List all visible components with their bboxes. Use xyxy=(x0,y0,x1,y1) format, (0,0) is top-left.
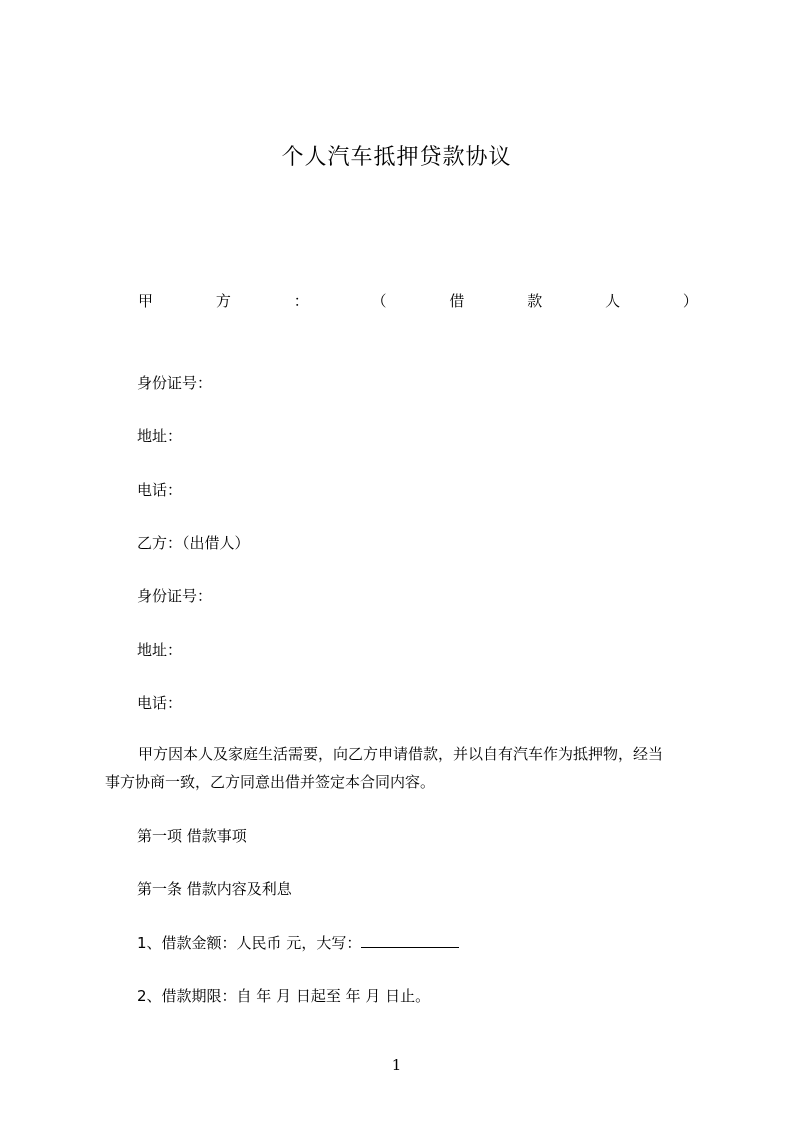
party-b-id-label: 身份证号： xyxy=(137,587,213,605)
party-a-phone-label: 电话： xyxy=(137,481,183,499)
page-number: 1 xyxy=(391,1056,402,1074)
intro-line-2: 事方协商一致，乙方同意出借并签定本合同内容。 xyxy=(105,773,436,791)
party-a-char: 借 xyxy=(449,292,465,310)
clause-loan-amount-text: 1、借款金额：人民币 元，大写： xyxy=(137,934,362,952)
party-a-char: 甲 xyxy=(138,292,154,310)
party-a-char: ： xyxy=(293,292,309,310)
intro-paragraph xyxy=(105,740,705,796)
party-a-char: 人 xyxy=(605,292,621,310)
party-a-char: ） xyxy=(682,292,698,310)
party-a-char: 方 xyxy=(215,292,231,310)
party-a-heading xyxy=(138,290,698,312)
section-heading: 第一项 借款事项 xyxy=(137,827,247,845)
amount-in-words-blank[interactable] xyxy=(361,933,459,948)
party-a-address-label: 地址： xyxy=(137,427,183,445)
party-a-id-label: 身份证号： xyxy=(137,374,213,392)
article-heading: 第一条 借款内容及利息 xyxy=(137,880,292,898)
party-b-phone-label: 电话： xyxy=(137,694,183,712)
party-b-address-label: 地址： xyxy=(137,641,183,659)
party-a-char: （ xyxy=(371,292,387,310)
intro-line-1: 甲方因本人及家庭生活需要，向乙方申请借款，并以自有汽车作为抵押物，经当 xyxy=(138,745,664,763)
clause-loan-amount xyxy=(137,932,459,953)
party-a-char: 款 xyxy=(527,292,543,310)
document-title: 个人汽车抵押贷款协议 xyxy=(281,145,512,170)
party-b-heading: 乙方：（出借人） xyxy=(137,534,250,552)
clause-loan-term: 2、借款期限：自 年 月 日起至 年 月 日止。 xyxy=(137,987,431,1005)
